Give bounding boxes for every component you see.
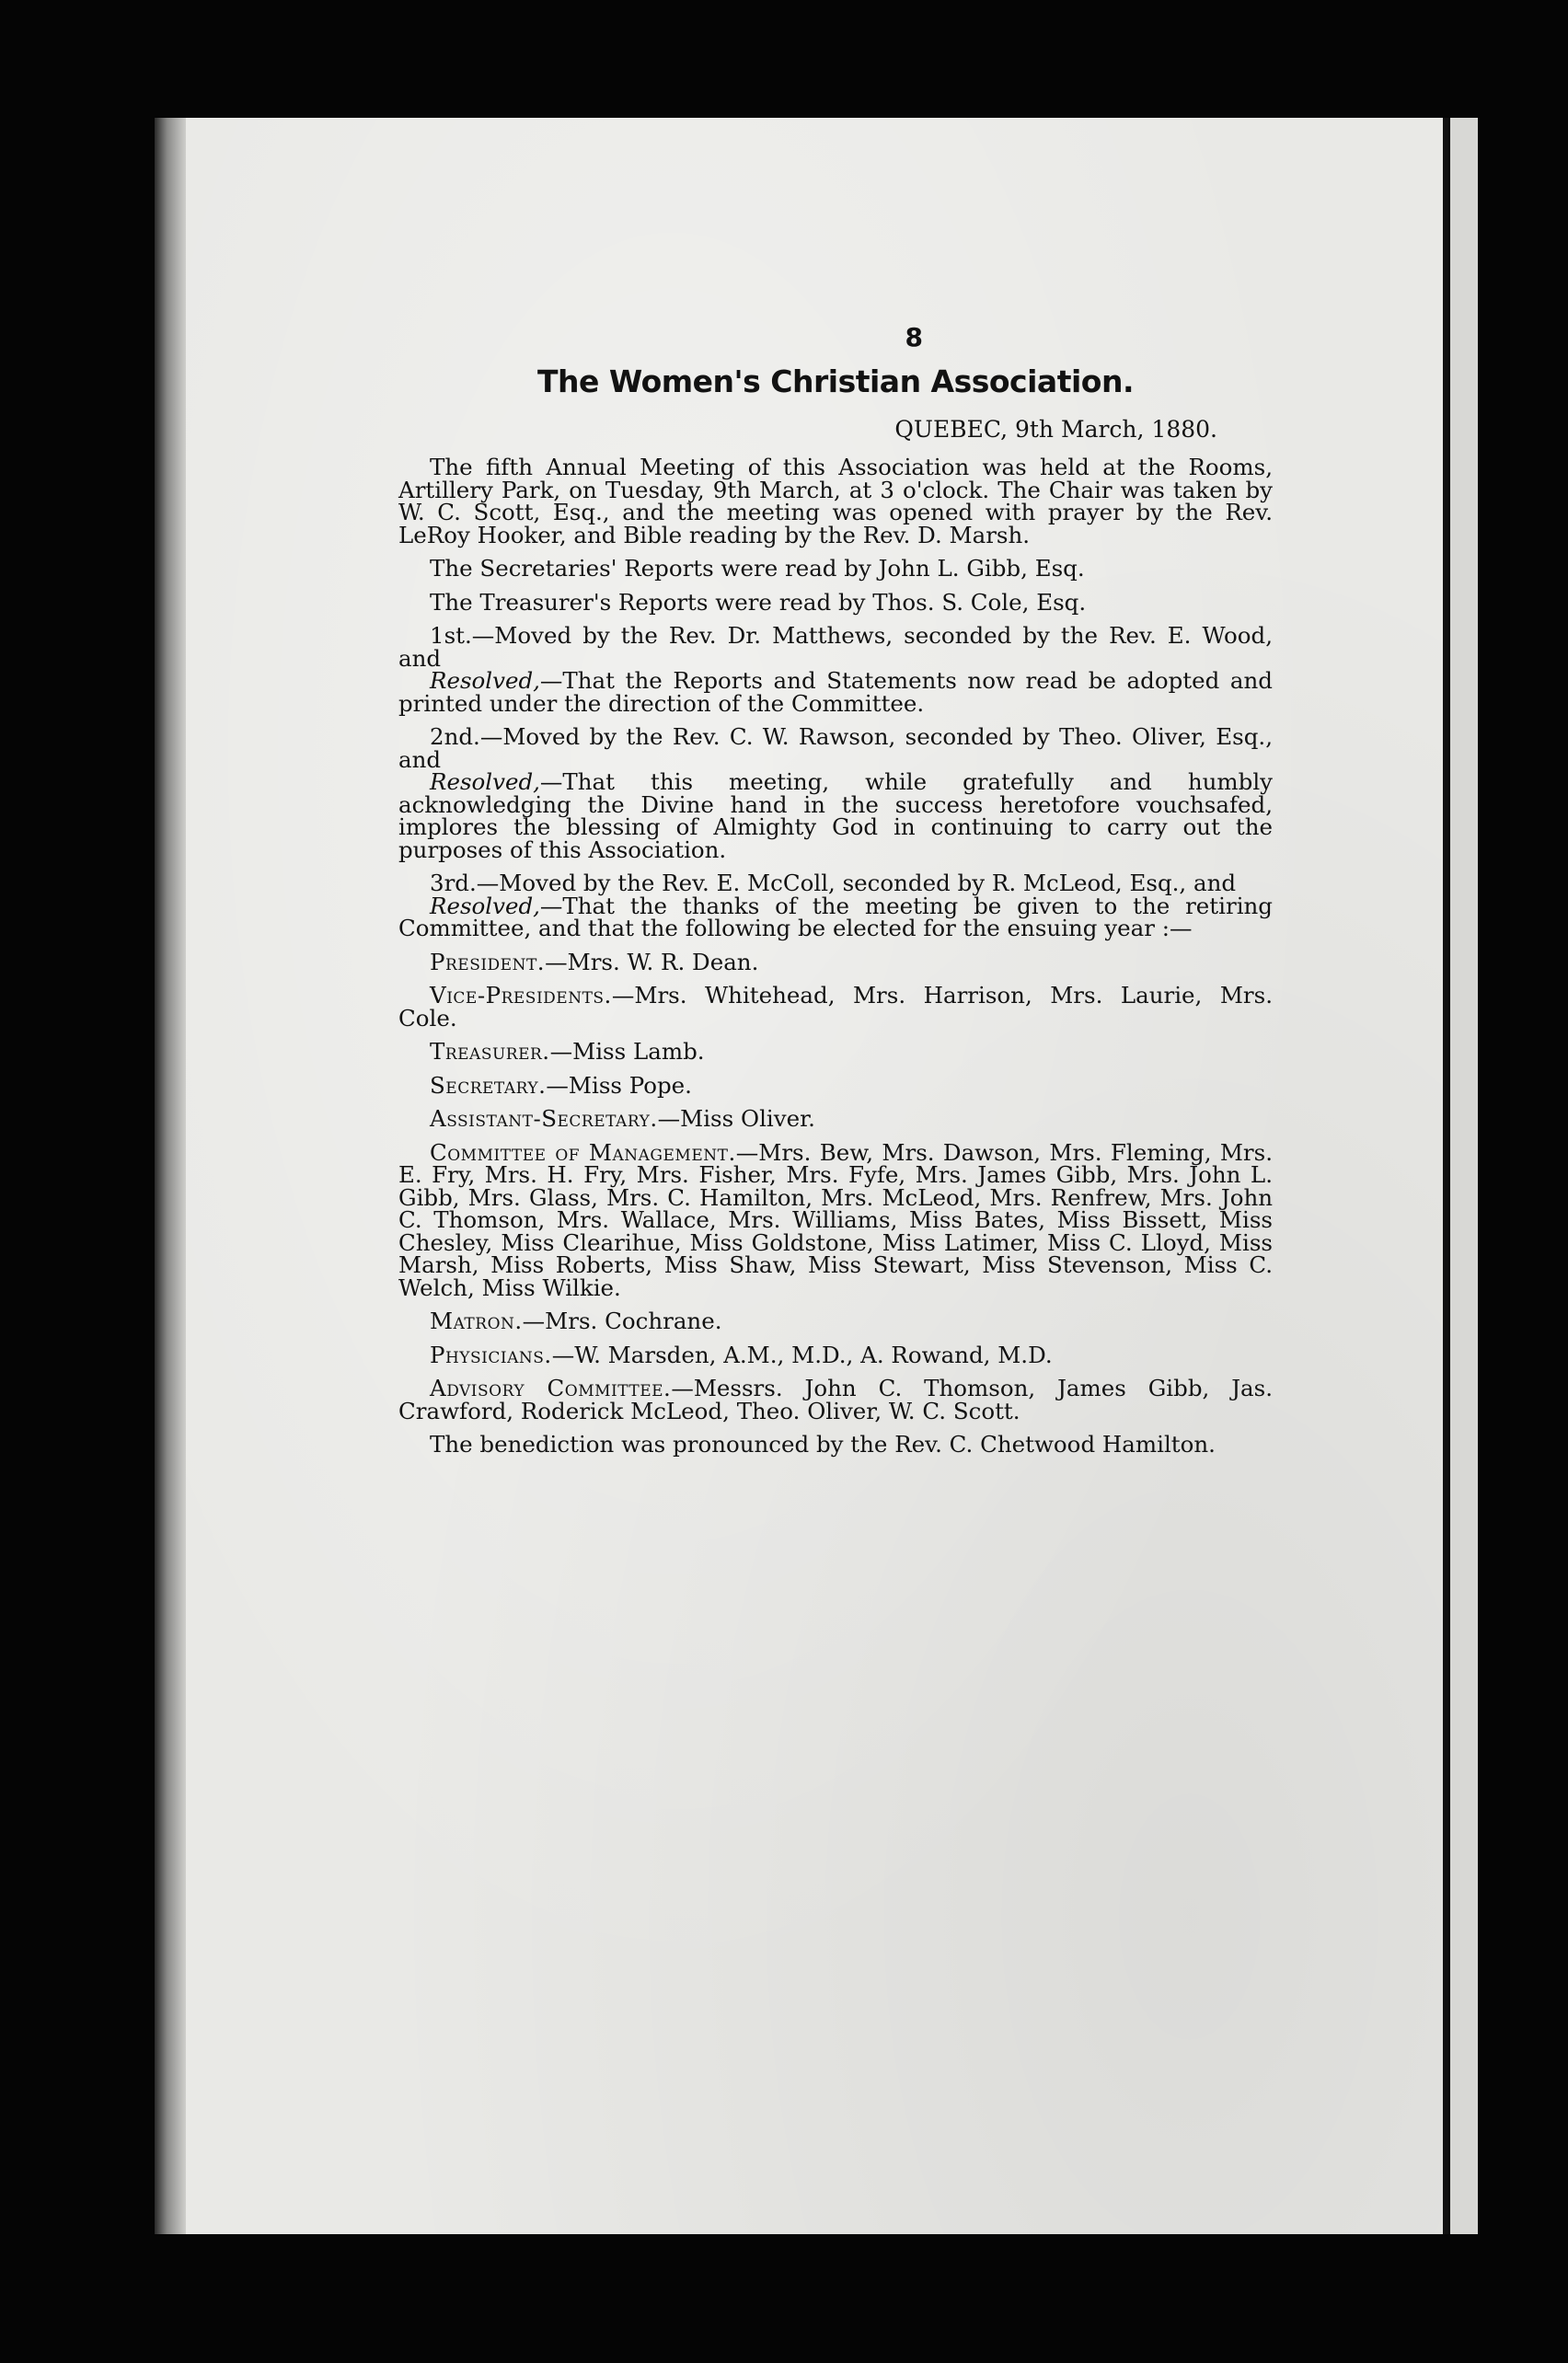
motion-3: 3rd.—Moved by the Rev. E. McColl, seconded by R. McLeod, Esq., and [430, 870, 1237, 896]
officer-title: Advisory Committee. [430, 1375, 672, 1401]
officer-advisory-committee [398, 1377, 1273, 1423]
adjacent-page-edge [1450, 118, 1478, 2234]
paragraph-closing: The benediction was pronounced by the Rev. C. Chetwood Hamilton. [430, 1431, 1216, 1458]
page-title: The Women's Christian Association. [537, 363, 1134, 399]
officer-names: —Miss Oliver. [657, 1105, 815, 1132]
officer-title: Vice-Presidents. [430, 982, 612, 1009]
resolution-3-label: Resolved, [430, 892, 540, 919]
officer-physicians [398, 1341, 1273, 1368]
officer-title: President. [430, 948, 546, 975]
officer-names: —Mrs. Whitehead, Mrs. Harrison, Mrs. Laurie, Mrs. Cole. [398, 982, 1273, 1032]
officer-names: —Messrs. John C. Thomson, James Gibb, Jas. Crawford, Roderick McLeod, Theo. Oliver, W. C. Scott. [398, 1375, 1273, 1424]
officer-committee [398, 1138, 1273, 1301]
resolution-3 [398, 892, 1273, 941]
motion-2: 2nd.—Moved by the Rev. C. W. Rawson, seconded by Theo. Oliver, Esq., and [398, 723, 1273, 773]
resolution-2-label: Resolved, [430, 768, 540, 795]
paragraph-opening: The fifth Annual Meeting of this Association was held at the Rooms, Artillery Park, on Tuesday, 9th March, at 3 o'clock. The Chair was taken by W. C. Scott, Esq., and the meeting was opened with prayer by the Rev. LeRoy Hooker, and Bible reading by the Rev. D. Marsh. [398, 454, 1273, 548]
officer-title: Treasurer. [430, 1038, 550, 1065]
paragraph-treasurer: The Treasurer's Reports were read by Thos. S. Cole, Esq. [430, 588, 1087, 616]
officer-treasurer [398, 1038, 1273, 1065]
officer-title: Matron. [430, 1308, 523, 1334]
resolution-2-text: —That this meeting, while gratefully and humbly acknowledging the Divine hand in the success heretofore vouchsafed, implores the blessing of Almighty God in continuing to carry out the purposes of this Association. [398, 768, 1273, 863]
page-number: 8 [905, 322, 923, 352]
page-binding-edge [155, 118, 186, 2234]
document-page [155, 118, 1448, 2234]
paragraph-secretaries: The Secretaries' Reports were read by John L. Gibb, Esq. [430, 555, 1085, 582]
officer-names: —Miss Lamb. [549, 1038, 705, 1065]
officer-names: —W. Marsden, A.M., M.D., A. Rowand, M.D. [551, 1341, 1053, 1368]
resolution-2 [398, 768, 1273, 863]
officer-title: Secretary. [430, 1071, 547, 1099]
officer-title: Assistant-Secretary. [430, 1105, 658, 1132]
motion-1: 1st.—Moved by the Rev. Dr. Matthews, seconded by the Rev. E. Wood, and [398, 622, 1273, 672]
officer-names: —Mrs. W. R. Dean. [545, 948, 759, 975]
officer-title: Physicians. [430, 1341, 552, 1368]
officer-names: —Mrs. Cochrane. [522, 1308, 722, 1334]
officer-vice-presidents [398, 982, 1273, 1032]
officer-matron [398, 1310, 1273, 1333]
resolution-1-label: Resolved, [430, 667, 540, 694]
officer-president [398, 948, 1273, 975]
resolution-1-text: —That the Reports and Statements now read be adopted and printed under the direction of the Committee. [398, 667, 1273, 717]
officer-names: —Mrs. Bew, Mrs. Dawson, Mrs. Fleming, Mrs. E. Fry, Mrs. H. Fry, Mrs. Fisher, Mrs. Fyfe, Mrs. James Gibb, Mrs. John L. Gibb, Mrs. Glass, Mrs. C. Hamilton, Mrs. McLeod, Mrs. Renfrew, Mrs. John C. Thomson, Mrs. Wallace, Mrs. Williams, Miss Bates, Miss Bissett, Miss Chesley, Miss Clearihue, Miss Goldstone, Miss Latimer, Miss C. Lloyd, Miss Marsh, Miss Roberts, Miss Shaw, Miss Stewart, Miss Stevenson, Miss C. Welch, Miss Wilkie. [398, 1138, 1273, 1301]
dateline: QUEBEC, 9th March, 1880. [894, 416, 1217, 443]
officer-assistant-secretary [398, 1105, 1273, 1132]
resolution-3-text: —That the thanks of the meeting be given to the retiring Committee, and that the following be elected for the ensuing year :— [398, 892, 1273, 941]
document-body [398, 456, 1273, 1468]
resolution-1 [398, 667, 1273, 717]
page-divider [1443, 118, 1448, 2234]
officer-names: —Miss Pope. [546, 1071, 692, 1099]
officer-secretary [398, 1071, 1273, 1099]
officer-title: Committee of Management. [430, 1138, 736, 1166]
